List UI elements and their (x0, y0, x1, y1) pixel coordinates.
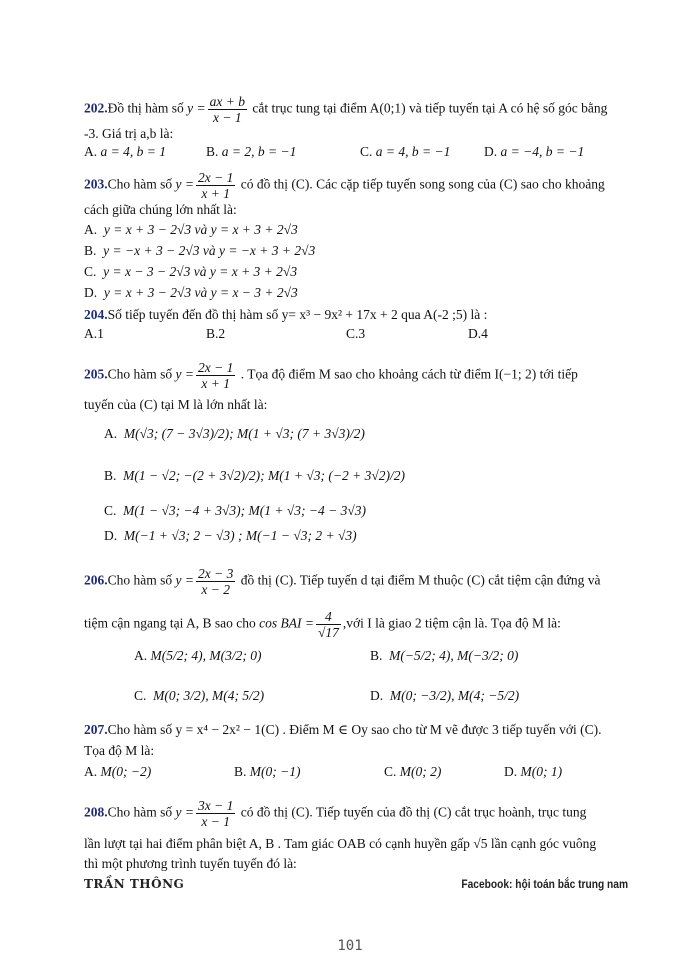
problem-206-stem-cont: tiệm cận ngang tại A, B sao cho cos BAI = $\frac{4}{√17}$ ,với I là giao 2 tiệm cận là. Tọa độ M là: (84, 609, 561, 640)
problem-208-stem-cont: lần lượt tại hai điểm phân biệt A, B . Tam giác OAB có cạnh huyền gấp √5 lần cạnh góc vuông (84, 836, 597, 851)
option-b: B. M(0; −1) (234, 764, 301, 779)
option-d: D. M(0; 1) (504, 764, 563, 779)
problem-205-option-c: C. M(1 − √3; −4 + 3√3); M(1 + √3; −4 − 3√3) (104, 503, 367, 518)
option-c: C. M(0; 2) (384, 764, 442, 779)
page-number: 101 (337, 938, 363, 954)
problem-203-stem-cont: cách giữa chúng lớn nhất là: (84, 202, 237, 217)
option-b: B.2 (206, 326, 226, 341)
fraction: $\frac{ax + b}{x - 1}$ (209, 94, 245, 125)
problem-205-option-a: A. M(√3; (7 − 3√3)/2); M(1 + √3; (7 + 3√3)/2) (104, 426, 365, 441)
option-b: B. a = 2, b = −1 (206, 144, 297, 159)
problem-207-stem-cont: Tọa độ M là: (84, 743, 155, 758)
problem-206-option-a: A. M(5/2; 4), M(3/2; 0) (134, 648, 262, 663)
fraction: $\frac{4}{√17}$ (317, 609, 339, 640)
option-a: A. M(0; −2) (84, 764, 152, 779)
fraction: $\frac{3x - 1}{x - 1}$ (198, 798, 234, 829)
problem-208-stem: 208.Cho hàm số y = $\frac{3x - 1}{x - 1}$ có đồ thị (C). Tiếp tuyến của đồ thị (C) cắt trục hoành, trục tung (84, 798, 587, 829)
problem-number: 206. (84, 572, 108, 588)
problem-203-option-a: A. y = x + 3 − 2√3 và y = x + 3 + 2√3 (84, 222, 298, 237)
problem-204-stem: 204.Số tiếp tuyến đến đồ thị hàm số y= x³ − 9x² + 17x + 2 qua A(-2 ;5) là : (84, 307, 488, 322)
option-c: C. a = 4, b = −1 (360, 144, 451, 159)
problem-number: 203. (84, 176, 108, 192)
footer-author: TRẦN THÔNG (84, 877, 185, 891)
problem-number: 208. (84, 804, 108, 820)
problem-202-stem: 202.Đồ thị hàm số y = $\frac{ax + b}{x - 1}$ cắt trục tung tại điểm A(0;1) và tiếp tuyến tại A có hệ số góc bằng (84, 94, 608, 125)
problem-203-option-c: C. y = x − 3 − 2√3 và y = x + 3 + 2√3 (84, 264, 298, 279)
option-d: D. a = −4, b = −1 (484, 144, 585, 159)
problem-206-option-b: B. M(−5/2; 4), M(−3/2; 0) (370, 648, 519, 663)
problem-203-option-d: D. y = x + 3 − 2√3 và y = x − 3 + 2√3 (84, 285, 298, 300)
fraction: $\frac{2x - 1}{x + 1}$ (198, 360, 234, 391)
problem-205-option-b: B. M(1 − √2; −(2 + 3√2)/2); M(1 + √3; (−2 + 3√2)/2) (104, 468, 406, 483)
problem-number: 207. (84, 722, 108, 737)
problem-205-option-d: D. M(−1 + √3; 2 − √3) ; M(−1 − √3; 2 + √3) (104, 528, 357, 543)
problem-203-stem: 203.Cho hàm số y = $\frac{2x - 1}{x + 1}$ có đồ thị (C). Các cặp tiếp tuyến song song của (C) sao cho khoảng (84, 170, 605, 201)
fraction: $\frac{2x - 1}{x + 1}$ (198, 170, 234, 201)
problem-205-stem-cont: tuyến của (C) tại M là lớn nhất là: (84, 397, 268, 412)
problem-205-stem: 205.Cho hàm số y = $\frac{2x - 1}{x + 1}$ . Tọa độ điểm M sao cho khoảng cách từ điểm I(−1; 2) tới tiếp (84, 360, 578, 391)
footer-facebook: Facebook: hội toán bắc trung nam (461, 877, 628, 891)
problem-207-stem: 207.Cho hàm số y = x⁴ − 2x² − 1(C) . Điểm M ∈ Oy sao cho từ M vẽ được 3 tiếp tuyến với (C). (84, 722, 602, 737)
problem-206-option-d: D. M(0; −3/2), M(4; −5/2) (370, 688, 520, 703)
fraction: $\frac{2x - 3}{x - 2}$ (198, 566, 234, 597)
option-a: A.1 (84, 326, 104, 341)
problem-number: 202. (84, 100, 108, 116)
problem-202-stem-cont: -3. Giá trị a,b là: (84, 126, 174, 141)
problem-number: 205. (84, 366, 108, 382)
problem-203-option-b: B. y = −x + 3 − 2√3 và y = −x + 3 + 2√3 (84, 243, 316, 258)
problem-206-option-c: C. M(0; 3/2), M(4; 5/2) (134, 688, 265, 703)
option-d: D.4 (468, 326, 488, 341)
option-a: A. a = 4, b = 1 (84, 144, 166, 159)
problem-208-stem-cont-2: thì một phương trình tuyến tuyến đó là: (84, 856, 297, 871)
problem-206-stem: 206.Cho hàm số y = $\frac{2x - 3}{x - 2}$ đồ thị (C). Tiếp tuyến d tại điểm M thuộc (C) cắt tiệm cận đứng và (84, 566, 601, 597)
problem-number: 204. (84, 307, 108, 322)
option-c: C.3 (346, 326, 366, 341)
